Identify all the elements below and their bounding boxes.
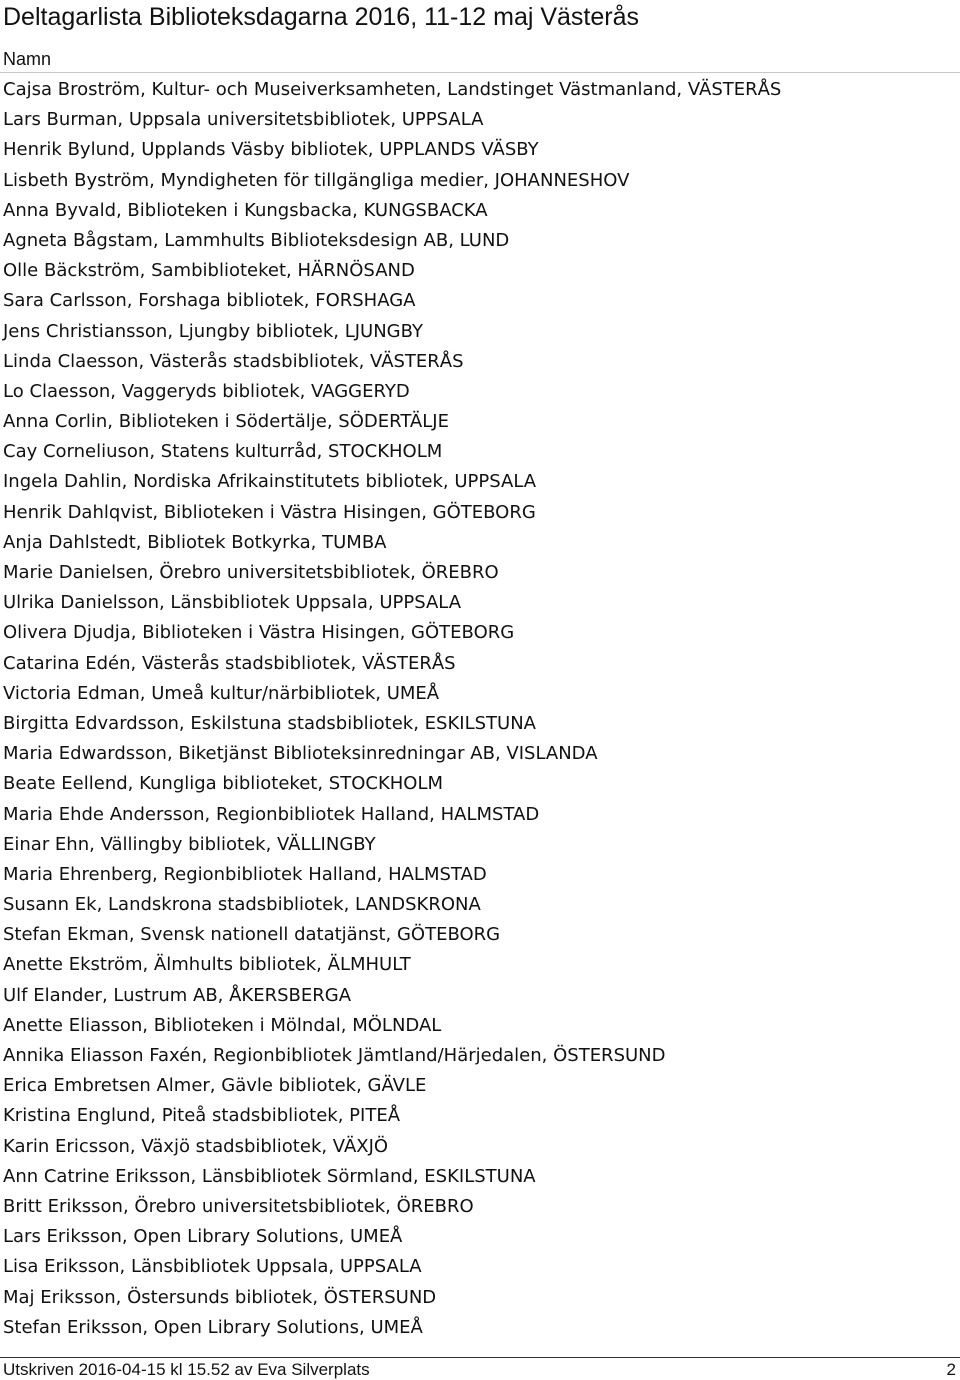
participant-row: Ulrika Danielsson, Länsbibliotek Uppsala, UPPSALA bbox=[3, 592, 462, 614]
participant-row: Britt Eriksson, Örebro universitetsbibliotek, ÖREBRO bbox=[3, 1195, 474, 1217]
document-title: Deltagarlista Biblioteksdagarna 2016, 11-12 maj Västerås bbox=[3, 3, 640, 31]
participant-row: Linda Claesson, Västerås stadsbibliotek, VÄSTERÅS bbox=[3, 350, 464, 372]
participant-row: Anna Byvald, Biblioteken i Kungsbacka, KUNGSBACKA bbox=[3, 199, 488, 221]
participant-row: Stefan Eriksson, Open Library Solutions, UMEÅ bbox=[3, 1316, 423, 1338]
participant-row: Cay Corneliuson, Statens kulturråd, STOCKHOLM bbox=[3, 441, 443, 463]
participant-row: Lisa Eriksson, Länsbibliotek Uppsala, UPPSALA bbox=[3, 1256, 422, 1278]
participant-row: Jens Christiansson, Ljungby bibliotek, LJUNGBY bbox=[3, 320, 423, 342]
participant-row: Annika Eliasson Faxén, Regionbibliotek Jämtland/Härjedalen, ÖSTERSUND bbox=[3, 1045, 666, 1066]
participant-row: Catarina Edén, Västerås stadsbibliotek, VÄSTERÅS bbox=[3, 652, 456, 674]
participant-row: Lo Claesson, Vaggeryds bibliotek, VAGGERYD bbox=[3, 380, 410, 402]
participant-row: Ulf Elander, Lustrum AB, ÅKERSBERGA bbox=[3, 984, 352, 1006]
participant-row: Marie Danielsen, Örebro universitetsbibliotek, ÖREBRO bbox=[3, 562, 499, 583]
participant-row: Anna Corlin, Biblioteken i Södertälje, SÖDERTÄLJE bbox=[3, 411, 449, 433]
participant-row: Agneta Bågstam, Lammhults Biblioteksdesign AB, LUND bbox=[3, 229, 510, 251]
participant-row: Ann Catrine Eriksson, Länsbibliotek Sörmland, ESKILSTUNA bbox=[3, 1165, 536, 1187]
participant-row: Maj Eriksson, Östersunds bibliotek, ÖSTERSUND bbox=[3, 1286, 437, 1308]
participant-row: Anja Dahlstedt, Bibliotek Botkyrka, TUMBA bbox=[3, 531, 387, 553]
participant-row: Victoria Edman, Umeå kultur/närbibliotek, UMEÅ bbox=[3, 682, 440, 704]
participant-row: Karin Ericsson, Växjö stadsbibliotek, VÄXJÖ bbox=[3, 1135, 389, 1157]
participant-row: Olivera Djudja, Biblioteken i Västra Hisingen, GÖTEBORG bbox=[3, 622, 515, 644]
column-header-name: Namn bbox=[3, 49, 52, 69]
participant-row: Stefan Ekman, Svensk nationell datatjänst, GÖTEBORG bbox=[3, 924, 501, 946]
participant-row: Cajsa Broström, Kultur- och Museiverksamheten, Landstinget Västmanland, VÄSTERÅS bbox=[3, 79, 782, 100]
participant-row: Erica Embretsen Almer, Gävle bibliotek, GÄVLE bbox=[3, 1075, 427, 1097]
participant-row: Susann Ek, Landskrona stadsbibliotek, LANDSKRONA bbox=[3, 894, 481, 916]
participant-row: Lisbeth Byström, Myndigheten för tillgängliga medier, JOHANNESHOV bbox=[3, 169, 630, 191]
participant-row: Birgitta Edvardsson, Eskilstuna stadsbibliotek, ESKILSTUNA bbox=[3, 712, 536, 734]
participant-row: Sara Carlsson, Forshaga bibliotek, FORSHAGA bbox=[3, 290, 416, 312]
participant-row: Kristina Englund, Piteå stadsbibliotek, PITEÅ bbox=[3, 1105, 401, 1127]
participant-row: Olle Bäckström, Sambiblioteket, HÄRNÖSAND bbox=[3, 260, 415, 282]
page-number: 2 bbox=[946, 1360, 956, 1379]
participant-row: Lars Burman, Uppsala universitetsbibliotek, UPPSALA bbox=[3, 109, 484, 131]
participant-row: Anette Ekström, Älmhults bibliotek, ÄLMHULT bbox=[3, 954, 411, 976]
participant-row: Anette Eliasson, Biblioteken i Mölndal, MÖLNDAL bbox=[3, 1014, 442, 1036]
participant-row: Beate Eellend, Kungliga biblioteket, STOCKHOLM bbox=[3, 773, 444, 795]
participant-row: Ingela Dahlin, Nordiska Afrikainstitutets bibliotek, UPPSALA bbox=[3, 471, 537, 493]
participant-list bbox=[3, 75, 781, 1343]
participant-row: Henrik Dahlqvist, Biblioteken i Västra Hisingen, GÖTEBORG bbox=[3, 501, 536, 523]
participant-row: Maria Ehrenberg, Regionbibliotek Halland, HALMSTAD bbox=[3, 863, 487, 885]
footer-printed-info: Utskriven 2016-04-15 kl 15.52 av Eva Silverplats bbox=[3, 1360, 370, 1379]
participant-row: Henrik Bylund, Upplands Väsby bibliotek, UPPLANDS VÄSBY bbox=[3, 139, 539, 161]
participant-row: Maria Edwardsson, Biketjänst Biblioteksinredningar AB, VISLANDA bbox=[3, 743, 598, 765]
participant-row: Maria Ehde Andersson, Regionbibliotek Halland, HALMSTAD bbox=[3, 803, 540, 825]
header-divider bbox=[0, 72, 960, 73]
footer-divider bbox=[0, 1357, 960, 1358]
participant-row: Lars Eriksson, Open Library Solutions, UMEÅ bbox=[3, 1226, 403, 1248]
participant-row: Einar Ehn, Vällingby bibliotek, VÄLLINGBY bbox=[3, 833, 376, 855]
